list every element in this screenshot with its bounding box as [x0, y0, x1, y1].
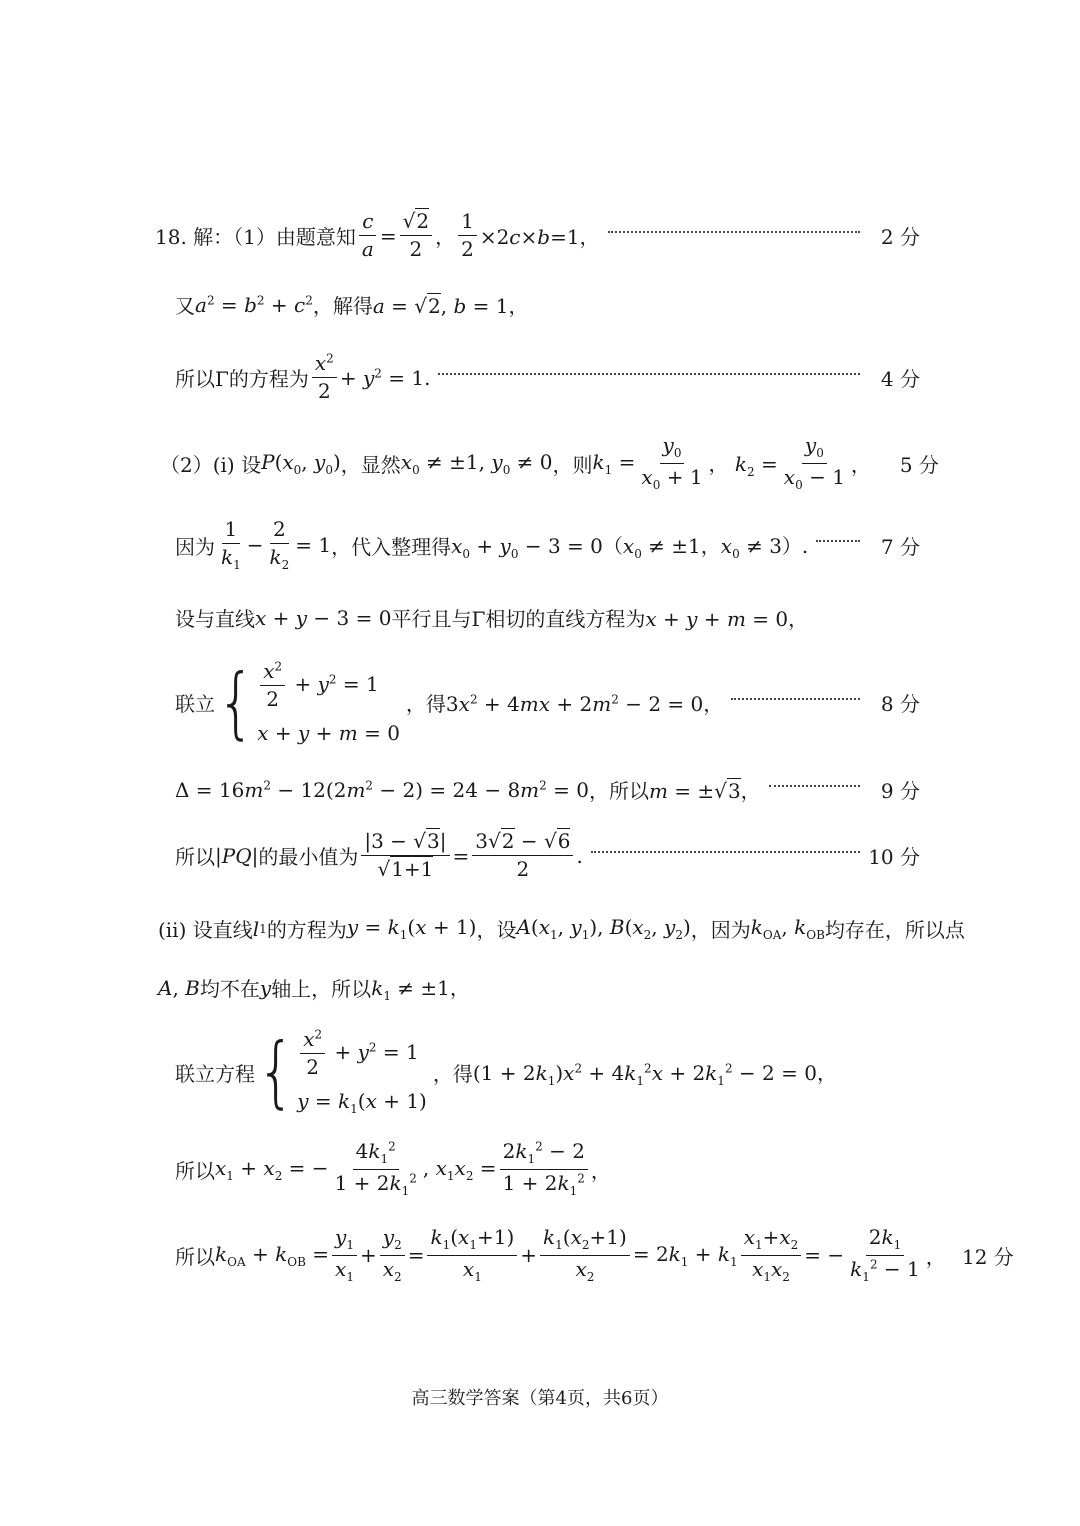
- line-text: 所以: [175, 1244, 215, 1269]
- line-text: 所以: [175, 845, 215, 869]
- formula: $\frac{y_0}{x_0 - 1}$: [783, 433, 845, 492]
- line-text: 设与直线: [175, 607, 255, 631]
- solution-line-4: （2）(ⅰ) 设 $P(x_0$, $y_0$) ，显然 $x_0 \ne \pm 1$, $y_0 \ne 0$ ，则 $k_1$ = $\frac{y_0}{x_0 + 1}$ ， $k_2$ = $\frac{y_0}{x_0 - 1}$ ， 5 分: [160, 433, 939, 492]
- score-mark: 5 分: [899, 452, 939, 477]
- line-text: ，得: [405, 692, 446, 716]
- line-text: 均存在，所以点: [824, 918, 965, 942]
- line-text: 因为: [175, 534, 215, 559]
- formula: $\frac{2}{k_2}$: [269, 517, 290, 572]
- line-text: ，则: [552, 452, 593, 477]
- equation-system: { $\frac{x^2}{2}$ + $y^2 = 1$ x + y + m = 0: [217, 657, 400, 748]
- dotted-leader: [731, 698, 860, 700]
- line-text: 联立方程: [175, 1061, 255, 1086]
- solution-line-14: 所以 $k_{OA} + k_{OB}$ = $\frac{y_1}{x_1}$ + $\frac{y_2}{x_2}$ = $\frac{k_1(x_1+1)}{x_1}$ + $\frac{k_1(x_2+1)}{x_2}$ = $2k_1 + k_1$ $\frac{x_1+x_2}{x_1x_2}$ = − $\frac{2k_1}{k_1^2 - 1}$ ， 12 分: [175, 1225, 1014, 1284]
- formula: $\frac{x^2}{2}$: [312, 352, 337, 403]
- score-mark: 4 分: [880, 367, 920, 391]
- dotted-leader: [816, 540, 860, 542]
- score-mark: 10 分: [868, 845, 920, 869]
- line-text: 均不在: [199, 977, 260, 1001]
- dotted-leader: [769, 785, 860, 787]
- page-footer: 高三数学答案（第4页，共6页）: [411, 1388, 669, 1409]
- line-text: ，显然: [340, 452, 401, 477]
- score-mark: 9 分: [880, 779, 920, 803]
- solution-line-1: 18. 解：（1）由题意知 $\frac{c}{a}$ = $\frac{√2}{2}$ ， $\frac{1}{2}$ ×2c×b=1， 2 分: [155, 209, 920, 261]
- solution-line-6: 设与直线 x + y − 3 = 0 平行且与Γ相切的直线方程为 x + y + m = 0，: [175, 603, 920, 632]
- solution-line-10: (ⅱ) 设直线 l 1 的方程为 $y = k_1(x + 1)$ ，设 $A(x_1$, $y_1$), $B(x_2$, $y_2$) ，因为 $k_{OA}$, $k_{OB}$ 均存在，所以点: [158, 915, 965, 942]
- line-text: ，得: [432, 1061, 473, 1086]
- line-text: ，所以: [588, 779, 649, 803]
- formula: $\frac{|3 - √3|}{√1+1}$: [361, 830, 449, 881]
- line-text: 所以Γ的方程为: [175, 367, 309, 391]
- line-text: ，设: [476, 918, 517, 942]
- line-text: 轴上，所以: [271, 977, 372, 1001]
- line-text: 的最小值为: [258, 845, 359, 869]
- solution-line-8: $\Delta = 16m^2 - 12(2m^2 - 2) = 24 - 8m^2 = 0$ ，所以 m = ±√3， 9 分: [175, 775, 920, 804]
- solution-line-12: 联立方程 { $\frac{x^2}{2}$ + $y^2 = 1$ $y = k_1(x + 1)$ ，得 $(1 + 2k_1)x^2 + 4k_1^2x + 2k_1^2 - 2 = 0$，: [175, 1026, 837, 1118]
- line-text: ，因为: [690, 918, 751, 942]
- line-text: 联立: [175, 692, 215, 716]
- score-mark: 8 分: [880, 692, 920, 716]
- formula: $\frac{y_0}{x_0 + 1}$: [641, 433, 703, 492]
- solution-line-5: 因为 $\frac{1}{k_1}$ − $\frac{2}{k_2}$ = 1 ，代入整理得 $x_0 + y_0 - 3 = 0(x_0 \ne \pm 1$，$x_0 \ne 3$）. 7 分: [175, 517, 920, 572]
- line-text: ，解得: [312, 294, 373, 318]
- score-mark: 2 分: [880, 225, 920, 249]
- line-text: （2）(ⅰ) 设: [160, 452, 262, 477]
- solution-line-9: 所以 |PQ| 的最小值为 $\frac{|3 - √3|}{√1+1}$ = $\frac{3√2 - √6}{2}$ . 10 分: [175, 829, 920, 881]
- formula: $\frac{2k_1^2 - 2}{1 + 2k_1^2}$: [500, 1140, 588, 1199]
- solution-line-7: 联立 { $\frac{x^2}{2}$ + $y^2 = 1$ x + y + m = 0 ，得 $3x^2 + 4mx + 2m^2 - 2 = 0$， 8 分: [175, 657, 920, 748]
- line-text: 平行且与Γ相切的直线方程为: [391, 607, 646, 631]
- equation-system: { $\frac{x^2}{2}$ + $y^2 = 1$ $y = k_1(x + 1)$: [257, 1026, 427, 1118]
- solution-line-11: A, B 均不在 y 轴上，所以 $k_1 \ne \pm 1$，: [158, 972, 903, 1003]
- line-text: ，代入整理得: [331, 534, 452, 559]
- formula: $\frac{c}{a}$: [359, 210, 377, 261]
- formula: $\frac{3√2 - √6}{2}$: [472, 830, 573, 881]
- dotted-leader: [591, 851, 860, 853]
- line-text: 所以: [175, 1158, 215, 1183]
- score-mark: 12 分: [961, 1244, 1014, 1269]
- line-text: 的方程为: [266, 918, 347, 942]
- formula: $\frac{4k_1^2}{1 + 2k_1^2}$: [334, 1139, 417, 1198]
- solution-line-13: 所以 $x_1 + x_2$ = − $\frac{4k_1^2}{1 + 2k_1^2}$ , $x_1x_2$ = $\frac{2k_1^2 - 2}{1 + 2k_1^2}$ ，: [175, 1139, 611, 1198]
- dotted-leader: [608, 231, 860, 233]
- formula: $\frac{√2}{2}$: [400, 210, 432, 261]
- line-text: 18. 解：（1）由题意知: [155, 225, 356, 249]
- dotted-leader: [438, 373, 860, 375]
- line-text: (ⅱ) 设直线: [158, 918, 253, 942]
- formula: $\frac{1}{2}$: [458, 210, 477, 261]
- score-mark: 7 分: [880, 534, 920, 559]
- formula: $\frac{1}{k_1}$: [221, 517, 241, 572]
- solution-line-2: 又 $a^2 = b^2 + c^2$ ，解得 a = √2, b = 1，: [175, 290, 920, 319]
- solution-line-3: 所以Γ的方程为 $\frac{x^2}{2}$ + $y^2 = 1$. 4 分: [175, 351, 920, 403]
- line-text: 又: [175, 294, 195, 318]
